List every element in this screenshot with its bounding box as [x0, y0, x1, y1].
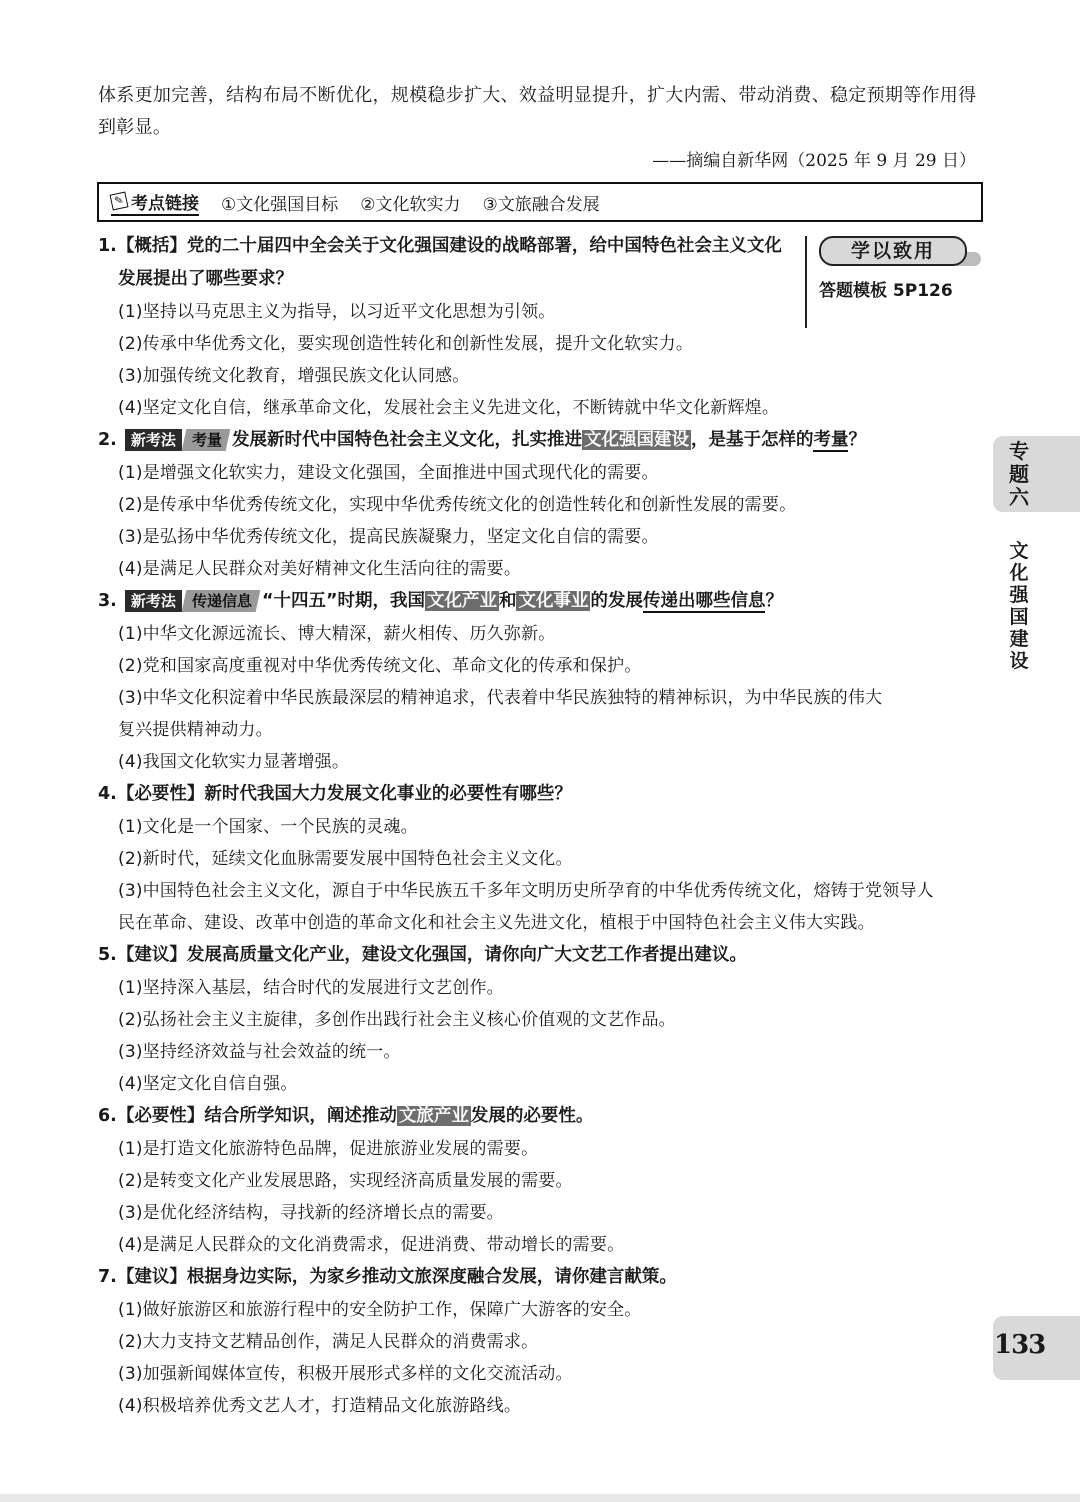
- intro-paragraph: 体系更加完善，结构布局不断优化，规模稳步扩大、效益明显提升，扩大内需、带动消费、稳定预期等作用得到彰显。: [98, 85, 977, 138]
- answer-line: (4)坚定文化自信自强。: [118, 1074, 298, 1094]
- question-text: ？: [848, 430, 866, 450]
- answer-line: (1)中华文化源远流长、博大精深，薪火相传、历久弥新。: [118, 624, 556, 644]
- question-text: 【建议】发展高质量文化产业，建设文化强国，请你向广大文艺工作者提出建议。: [116, 945, 747, 965]
- question-heading: [98, 585, 986, 618]
- answer-line: (4)坚定文化自信，继承革命文化，发展社会主义先进文化，不断铸就中华文化新辉煌。: [118, 398, 780, 418]
- answer-line: (2)弘扬社会主义主旋律，多创作出践行社会主义核心价值观的文艺作品。: [118, 1010, 676, 1030]
- answer-line: (4)我国文化软实力显著增强。: [118, 752, 350, 772]
- highlighted-term: 文旅产业: [398, 1106, 469, 1126]
- highlighted-term: 文化产业: [426, 591, 497, 611]
- answer-line: (3)加强新闻媒体宣传，积极开展形式多样的文化交流活动。: [118, 1364, 573, 1384]
- answer-line: (4)积极培养优秀文艺人才，打造精品文化旅游路线。: [118, 1396, 522, 1416]
- answer-line: (4)是满足人民群众的文化消费需求，促进消费、带动增长的需要。: [118, 1235, 625, 1255]
- question-heading: [98, 424, 986, 457]
- kaodian-item: ①文化强国目标: [221, 194, 339, 215]
- question-type-text: 传递信息: [191, 592, 252, 610]
- question-text: 发展的必要性。: [470, 1106, 594, 1126]
- question-number: 1.: [98, 236, 117, 256]
- highlighted-term: 文化强国建设: [583, 430, 689, 450]
- answer-line: (1)是增强文化软实力，建设文化强国，全面推进中国式现代化的需要。: [118, 463, 659, 483]
- question-text: 【建议】根据身边实际，为家乡推动文旅深度融合发展，请你建言献策。: [116, 1267, 677, 1287]
- new-method-tag: 新考法: [125, 429, 182, 451]
- practice-badge: 学以致用: [819, 236, 967, 266]
- answer-line: (2)新时代，延续文化血脉需要发展中国特色社会主义文化。: [118, 849, 573, 869]
- kaodian-box: [97, 182, 983, 222]
- question-7: [98, 1261, 986, 1422]
- answer-line: 复兴提供精神动力。: [118, 720, 273, 740]
- new-method-tag: 新考法: [125, 590, 182, 612]
- chapter-label: 专题六: [1009, 439, 1029, 509]
- question-number: 4.: [98, 784, 117, 804]
- question-text: “十四五”时期，我国: [261, 591, 425, 611]
- question-number: 5.: [98, 945, 117, 965]
- question-1: [98, 230, 986, 424]
- question-number: 7.: [98, 1267, 117, 1287]
- question-text: 和: [498, 591, 517, 611]
- source-citation: ——摘编自新华网（2025 年 9 月 29 日）: [652, 151, 976, 171]
- chapter-tab: [993, 436, 1080, 512]
- answer-line: (1)是打造文化旅游特色品牌，促进旅游业发展的需要。: [118, 1139, 539, 1159]
- answer-line: (1)做好旅游区和旅游行程中的安全防护工作，保障广大游客的安全。: [118, 1300, 642, 1320]
- question-text: 【必要性】结合所学知识，阐述推动: [116, 1106, 397, 1126]
- question-type-tag: [182, 429, 231, 451]
- answer-line: (3)是弘扬中华优秀传统文化，提高民族凝聚力，坚定文化自信的需要。: [118, 527, 659, 547]
- answer-line: (1)文化是一个国家、一个民族的灵魂。: [118, 817, 418, 837]
- kaodian-label: [111, 189, 199, 216]
- answer-line: (2)是转变文化产业发展思路，实现经济高质量发展的需要。: [118, 1171, 573, 1191]
- question-number: 2.: [98, 430, 117, 450]
- answer-line: (2)传承中华优秀文化，要实现创造性转化和创新性发展，提升文化软实力。: [118, 334, 694, 354]
- question-type-text: 考量: [191, 431, 222, 449]
- question-heading: [98, 1100, 986, 1133]
- question-number: 3.: [98, 591, 117, 611]
- question-4: [98, 778, 986, 939]
- page-number: 133: [994, 1330, 1046, 1360]
- answer-line: (3)坚持经济效益与社会效益的统一。: [118, 1042, 401, 1062]
- kaodian-label-text: 考点链接: [131, 193, 199, 214]
- question-heading: [98, 230, 798, 296]
- underlined-term: 考量: [813, 430, 849, 450]
- answer-template-ref: 答题模板 5P126: [819, 281, 953, 301]
- answer-line: (2)是传承中华优秀传统文化，实现中华优秀传统文化的创造性转化和创新性发展的需要。: [118, 495, 797, 515]
- question-text: 【必要性】新时代我国大力发展文化事业的必要性有哪些？: [116, 784, 572, 804]
- answer-line: (4)是满足人民群众对美好精神文化生活向往的需要。: [118, 559, 522, 579]
- question-text: ？: [765, 591, 783, 611]
- answer-line: (3)加强传统文化教育，增强民族文化认同感。: [118, 366, 470, 386]
- question-heading: [98, 939, 986, 972]
- question-heading: [98, 1261, 986, 1294]
- question-number: 6.: [98, 1106, 117, 1126]
- chapter-title: 文化强国建设: [1009, 540, 1029, 672]
- answer-line: 民在革命、建设、改革中创造的革命文化和社会主义先进文化，植根于中国特色社会主义伟大实践。: [118, 913, 875, 933]
- question-heading: [98, 778, 986, 811]
- answer-line: (3)中国特色社会主义文化，源自于中华民族五千多年文明历史所孕育的中华优秀传统文化，熔铸于党领导人: [118, 881, 934, 901]
- answer-line: (3)中华文化积淀着中华民族最深层的精神追求，代表着中华民族独特的精神标识，为中华民族的伟大: [118, 688, 883, 708]
- answer-line: (3)是优化经济结构，寻找新的经济增长点的需要。: [118, 1203, 504, 1223]
- question-list: [98, 230, 986, 1422]
- kaodian-item: ③文旅融合发展: [482, 194, 600, 215]
- question-5: [98, 939, 986, 1100]
- answer-line: (2)党和国家高度重视对中华优秀传统文化、革命文化的传承和保护。: [118, 656, 642, 676]
- highlighted-term: 文化事业: [518, 591, 589, 611]
- kaodian-item: ②文化软实力: [360, 194, 461, 215]
- question-6: [98, 1100, 986, 1261]
- question-type-tag: [182, 590, 261, 612]
- answer-line: (2)大力支持文艺精品创作，满足人民群众的消费需求。: [118, 1332, 539, 1352]
- bottom-band: [0, 1494, 1080, 1502]
- question-2: [98, 424, 986, 585]
- question-3: [98, 585, 986, 778]
- question-text: 发展新时代中国特色社会主义文化，扎实推进: [231, 430, 582, 450]
- question-text: 【概括】党的二十届四中全会关于文化强国建设的战略部署，给中国特色社会主义文化发展提出了哪些要求？: [116, 236, 782, 289]
- underlined-term: 传递出哪些信息: [642, 591, 766, 611]
- question-text: 的发展: [590, 591, 643, 611]
- answer-line: (1)坚持深入基层，结合时代的发展进行文艺创作。: [118, 978, 504, 998]
- answer-line: (1)坚持以马克思主义为指导，以习近平文化思想为引领。: [118, 302, 556, 322]
- question-text: ，是基于怎样的: [690, 430, 814, 450]
- pen-icon: ✎: [110, 192, 129, 211]
